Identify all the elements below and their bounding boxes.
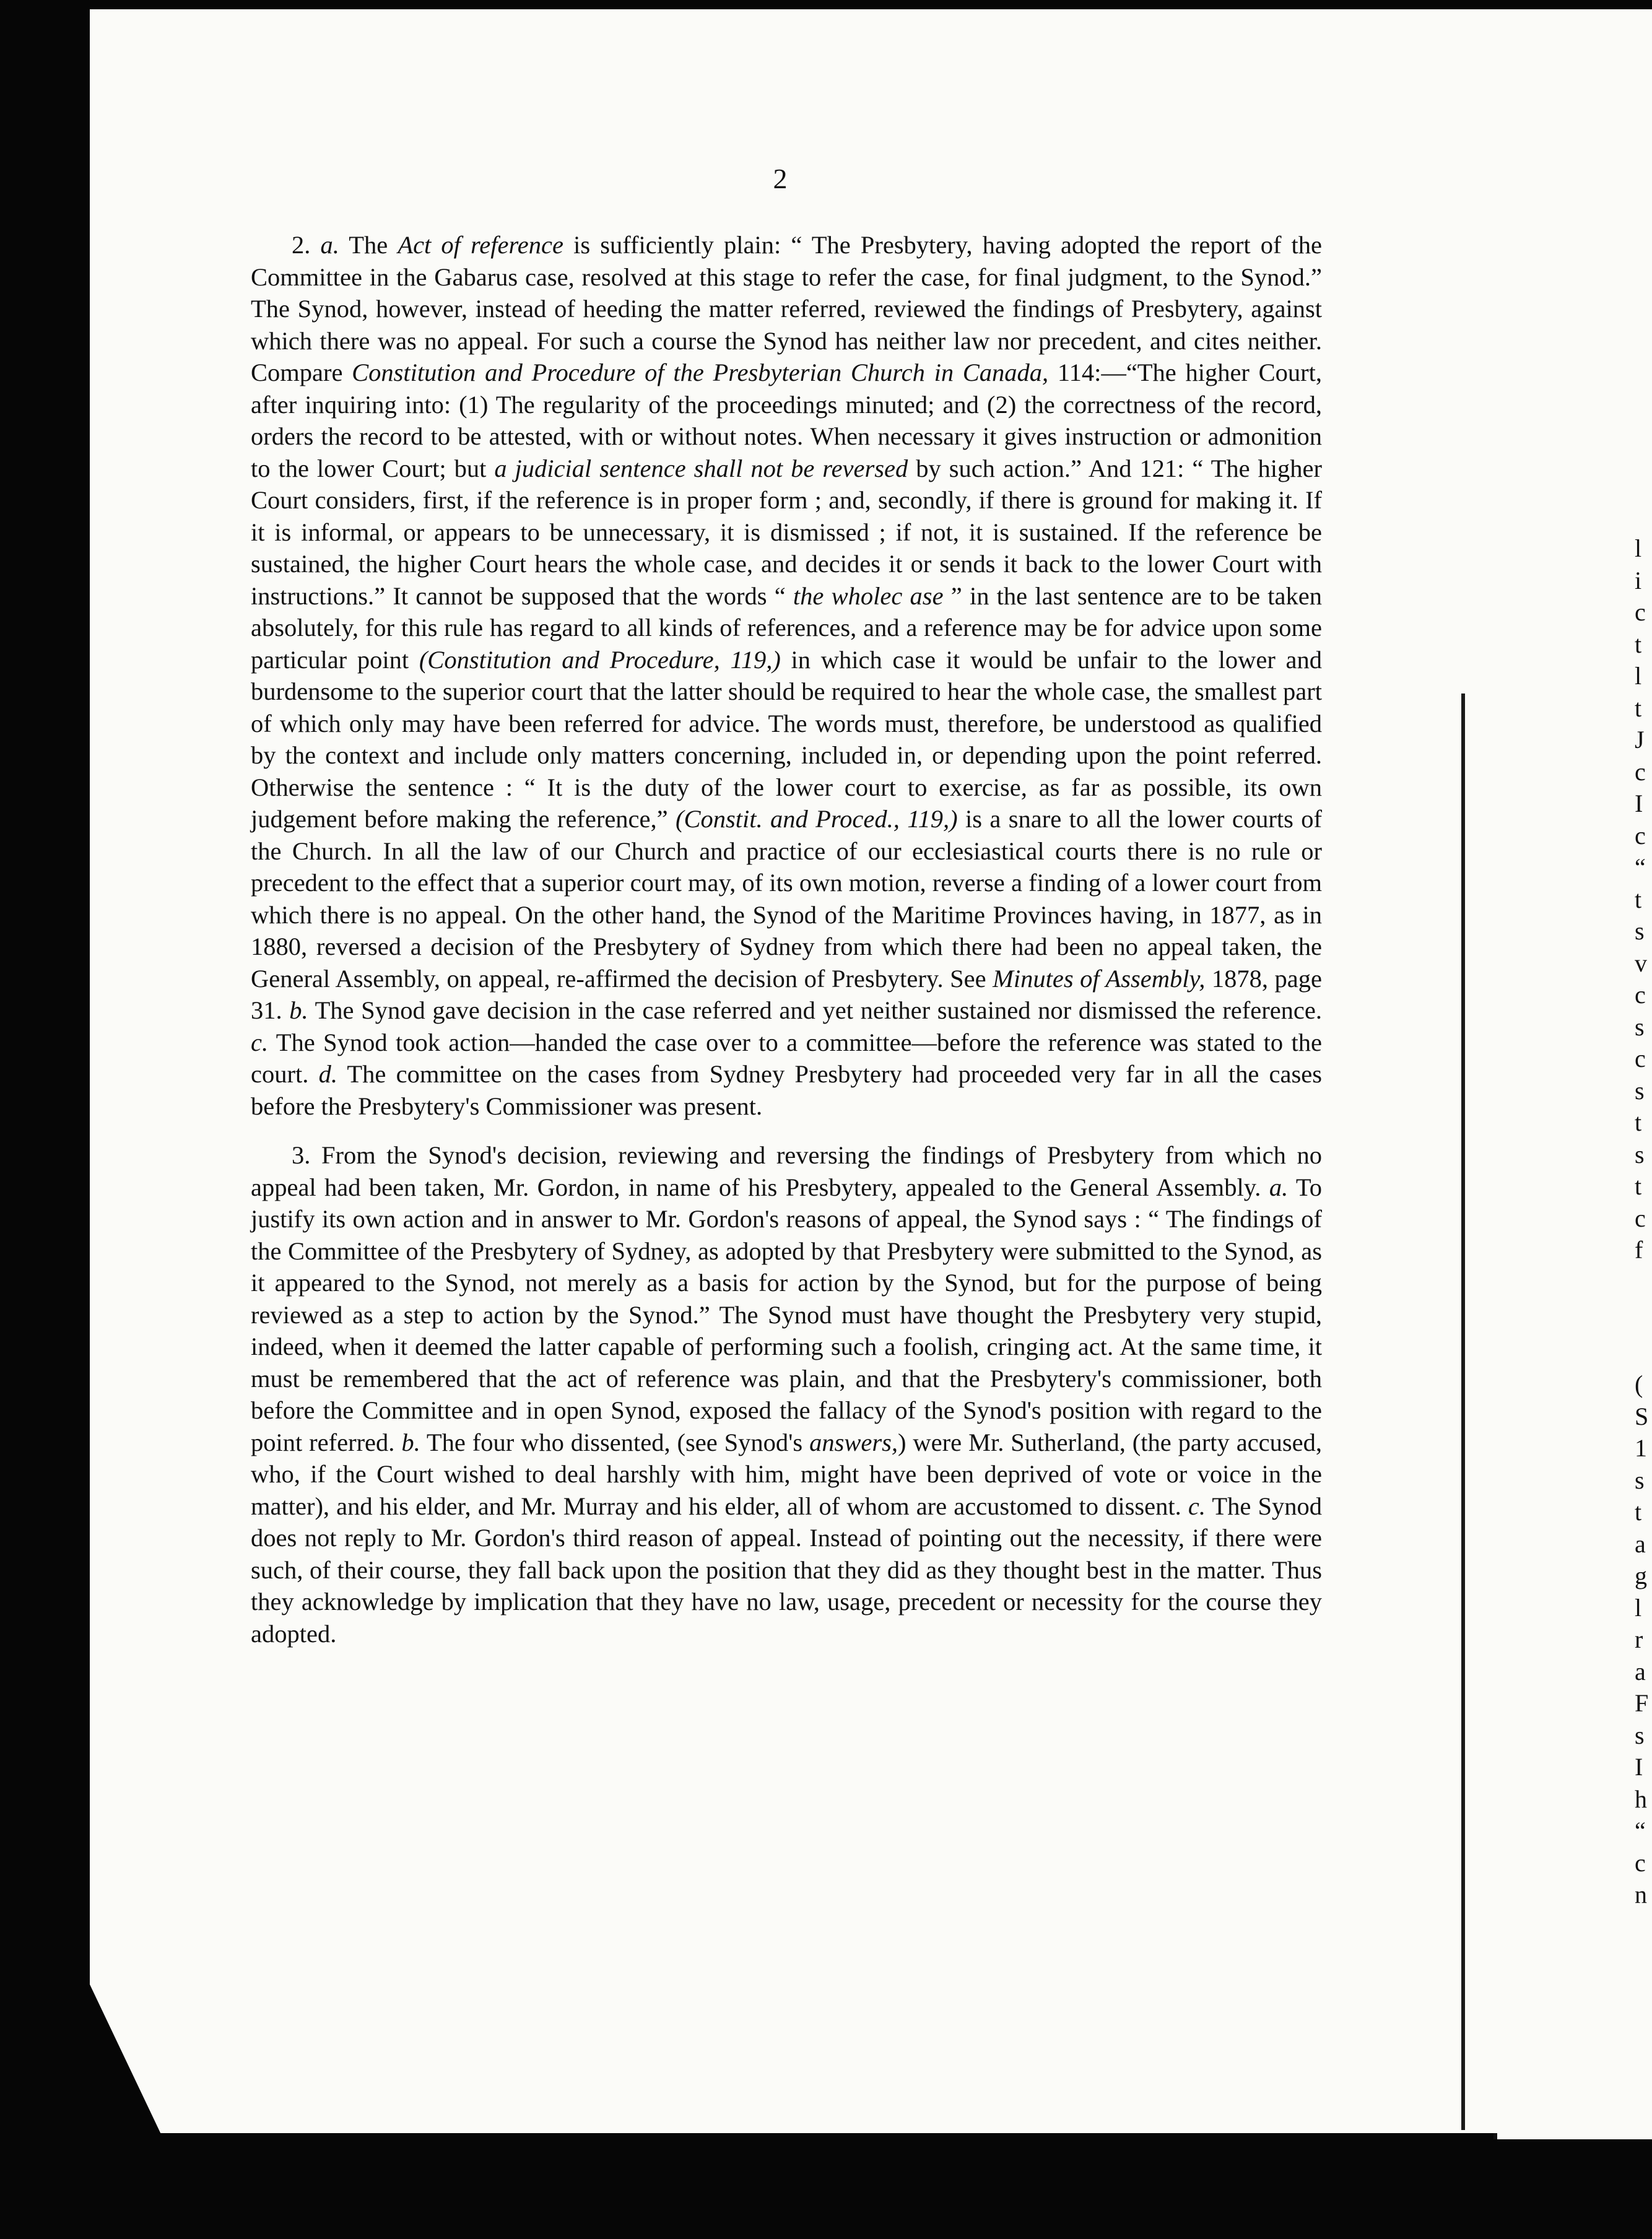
edge-letter: t xyxy=(1635,693,1642,722)
edge-letter: s xyxy=(1635,917,1645,945)
edge-letter: I xyxy=(1635,1753,1643,1781)
text-run: The Synod does not reply to Mr. Gordon's third reason of appeal. Instead of pointing out the necessity, if there were such, of their course, they fall back upon the position that they did as they thought best in the matter. Thus they acknowledge by implication that they have no law, usage, precedent or necessity for the course they adopted. xyxy=(251,1492,1323,1648)
edge-letter: c xyxy=(1635,1045,1646,1072)
text-run: The Synod took action—handed the case over to a committee—before the reference was stated to the court. xyxy=(251,1028,1322,1088)
edge-letter: s xyxy=(1635,1012,1645,1041)
edge-letter: s xyxy=(1635,1076,1645,1105)
edge-letter: ( xyxy=(1635,1370,1643,1398)
text-run: in which case it would be unfair to the lower and burdensome to the superior court that the latter should be required to hear the whole case, the smallest part of which only may have been referred for advice. The words must, therefore, be understood as qualified by the context and include only matters concerning, included in, or depending upon the point referred. Otherwise the sentence : “ It is the duty of the lower court to exercise, as far as possible, its own judgement before making the reference,” xyxy=(251,645,1322,833)
text-run: 1878, page 31. xyxy=(251,964,1323,1024)
edge-letter: t xyxy=(1635,1498,1642,1526)
edge-letter: “ xyxy=(1635,1817,1646,1845)
edge-letter: c xyxy=(1635,1848,1646,1877)
italic-text: a. xyxy=(1269,1173,1289,1201)
edge-letter: c xyxy=(1635,757,1646,786)
edge-letter: F xyxy=(1635,1689,1649,1717)
text-run: is a snare to all the lower courts of the Church. In all the law of our Church and practice of our ecclesiastical courts there is no rule or precedent to the effect that a superior court may, of its own motion, reverse a finding of a lower court from which there is no appeal. On the other hand, the Synod of the Maritime Provinces having, in 1877, as in 1880, reversed a decision of the Presbytery of Sydney from which there had been no appeal taken, the General Assembly, on appeal, re-affirmed the decision of Presbytery. See xyxy=(251,805,1322,993)
edge-letter: s xyxy=(1635,1140,1645,1168)
italic-text: a judicial sentence shall not be reversed xyxy=(494,454,908,482)
facing-page xyxy=(1493,9,1652,2139)
italic-text: d. xyxy=(318,1060,337,1088)
edge-letter: t xyxy=(1635,885,1642,913)
italic-text: a. xyxy=(320,231,339,259)
edge-letter: a xyxy=(1635,1529,1646,1558)
text-run: by such action.” And 121: “ The higher Court considers, first, if the reference is in proper form ; and, secondly, if there is ground for making it. If it is informal, or appears to be unnecessary, it is dismissed ; if not, it is sustained. If the reference be sustained, the higher Court hears the whole case, and decides it or sends it back to the lower Court with instructions.” It cannot be supposed that the words “ xyxy=(251,454,1323,610)
page-fold-shadow xyxy=(1461,693,1465,2130)
italic-text: b. xyxy=(289,996,308,1024)
edge-letter: t xyxy=(1635,1108,1642,1136)
edge-letter: l xyxy=(1635,534,1642,562)
italic-text: Act of reference xyxy=(398,231,563,259)
edge-letter: s xyxy=(1635,1721,1645,1749)
edge-letter: t xyxy=(1635,630,1642,658)
edge-letter: h xyxy=(1635,1785,1647,1813)
edge-letter: 1 xyxy=(1635,1434,1647,1462)
edge-letter: c xyxy=(1635,1204,1646,1232)
italic-text: answers, xyxy=(809,1428,898,1456)
edge-letter: r xyxy=(1635,1625,1643,1653)
italic-text: Minutes of Assembly, xyxy=(993,964,1206,993)
edge-letter: I xyxy=(1635,789,1643,817)
edge-letter: J xyxy=(1635,726,1645,754)
text-run: ” in the last sentence are to be taken absolutely, for this rule has regard to all kinds of references, and a reference may be for advice upon some particular point xyxy=(251,581,1322,674)
paragraph-1 xyxy=(251,229,1322,1122)
italic-text: (Constitution and Procedure, 119,) xyxy=(419,645,781,674)
edge-letter: n xyxy=(1635,1880,1647,1908)
text-run: The xyxy=(339,231,398,259)
text-run: The Synod gave decision in the case referred and yet neither sustained nor dismissed the reference. xyxy=(308,996,1323,1024)
edge-letter: “ xyxy=(1635,853,1646,881)
text-run: To justify its own action and in answer to Mr. Gordon's reasons of appeal, the Synod says : “ The findings of the Committee of the Presbytery of Sydney, as adopted by that Presbytery were submitted to the Synod, as it appeared to the Synod, not merely as a basis for action by the Synod, but for the purpose of being reviewed as a step to action by the Synod.” The Synod must have thought the Presbytery very stupid, indeed, when it deemed the latter capable of performing such a foolish, cringing act. At the same time, it must be remembered that the act of reference was plain, and that the Presbytery's commissioner, both before the Committee and in open Synod, exposed the fallacy of the Synod's position with regard to the point referred. xyxy=(251,1173,1322,1456)
edge-letter: a xyxy=(1635,1657,1646,1685)
italic-text: b. xyxy=(401,1428,420,1456)
edge-letter: c xyxy=(1635,598,1646,626)
text-run: The four who dissented, (see Synod's xyxy=(420,1428,810,1456)
edge-letter: c xyxy=(1635,981,1646,1009)
edge-letter: i xyxy=(1635,566,1642,594)
text-run: The committee on the cases from Sydney Presbytery had proceeded very far in all the cases before the Presbytery's Commissioner was present. xyxy=(251,1060,1323,1120)
edge-letter: c xyxy=(1635,821,1646,850)
text-run: is sufficiently plain: “ The Presbytery, having adopted the report of the Committee in the Gabarus case, resolved at this stage to refer the case, for final judgment, to the Synod.” The Synod, however, instead of heeding the matter referred, reviewed the findings of Presbytery, against which there was no appeal. For such a course the Synod has neither law nor precedent, and cites neither. Compare xyxy=(251,231,1323,386)
edge-letter: f xyxy=(1635,1236,1643,1264)
edge-letter: l xyxy=(1635,662,1642,690)
text-run: 3. From the Synod's decision, reviewing and reversing the findings of Presbytery from which no appeal had been taken, Mr. Gordon, in name of his Presbytery, appealed to the General Assembly. xyxy=(251,1141,1322,1201)
italic-text: Constitution and Procedure of the Presbyterian Church in Canada, xyxy=(352,359,1049,386)
text-run: ) were Mr. Sutherland, (the party accused, who, if the Court wished to deal harshly with him, might have been deprived of vote or voice in the matter), and his elder, and Mr. Murray and his elder, all of whom are accustomed to dissent. xyxy=(251,1428,1323,1520)
edge-letter: s xyxy=(1635,1466,1645,1494)
italic-text: (Constit. and Proced., 119,) xyxy=(676,805,958,833)
edge-letter: g xyxy=(1635,1562,1647,1589)
text-run: 114:—“The higher Court, after inquiring into: (1) The regularity of the proceedings minuted; and (2) the correctness of the record, orders the record to be attested, with or without notes. When necessary it gives instruction or admonition to the lower Court; but xyxy=(251,359,1322,482)
paragraph-2 xyxy=(251,1139,1322,1650)
edge-letter: l xyxy=(1635,1593,1642,1622)
edge-letter: S xyxy=(1635,1402,1649,1430)
edge-letter: t xyxy=(1635,1172,1642,1200)
edge-letter: v xyxy=(1635,949,1647,977)
page-number: 2 xyxy=(773,163,788,194)
italic-text: c. xyxy=(1188,1492,1206,1520)
text-run: 2. xyxy=(292,231,321,259)
body-text xyxy=(251,229,1322,1650)
italic-text: the wholec ase xyxy=(793,581,944,610)
italic-text: c. xyxy=(251,1028,269,1056)
